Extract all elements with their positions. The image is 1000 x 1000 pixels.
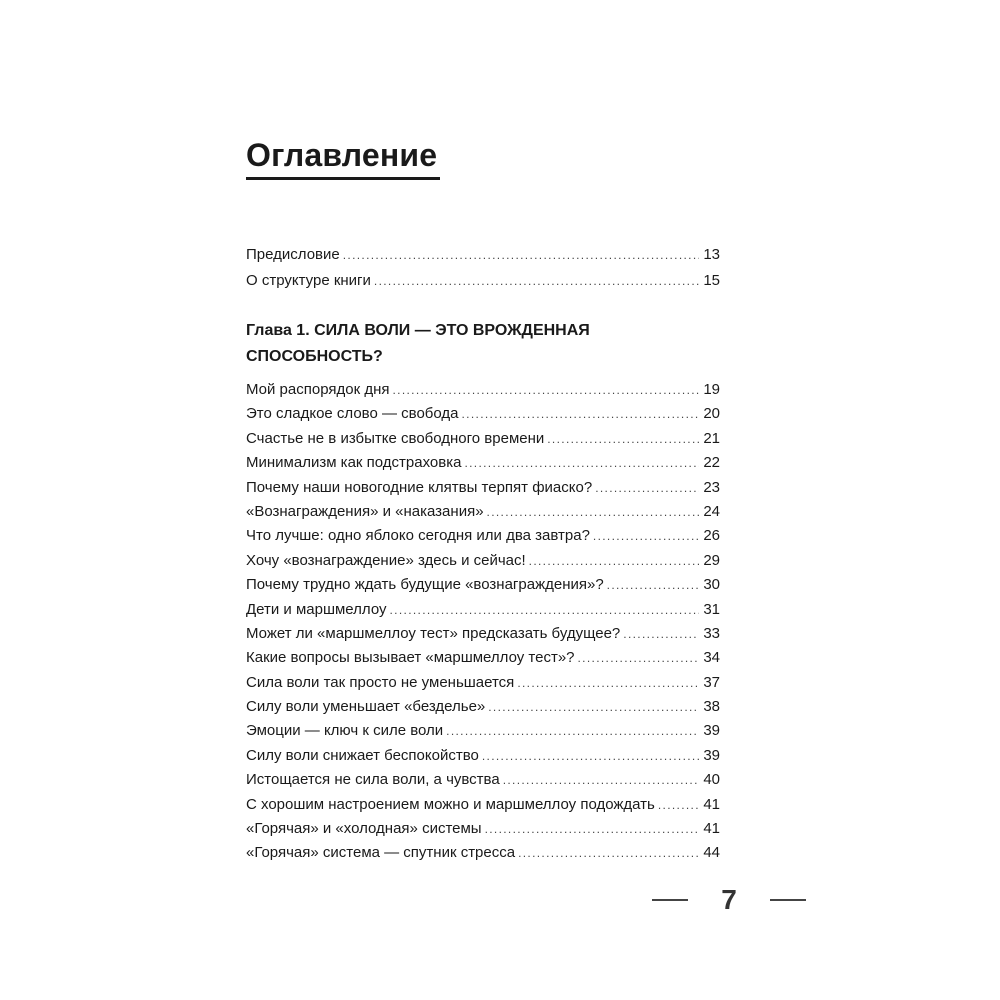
toc-entry[interactable]: [246, 573, 720, 597]
chapter-heading[interactable]: [246, 318, 720, 370]
toc-entry[interactable]: [246, 242, 720, 268]
dot-leader: [487, 500, 699, 524]
toc-entry[interactable]: [246, 378, 720, 402]
dot-leader: [547, 427, 699, 451]
toc-entry-page: 30: [703, 576, 720, 594]
dot-leader: [374, 268, 699, 294]
toc-entry-page: 15: [703, 272, 720, 289]
toc-entry-label: Может ли «маршмеллоу тест» предсказать будущее?: [246, 624, 621, 642]
toc-entry-label: Эмоции — ключ к силе воли: [246, 722, 444, 740]
toc-entry[interactable]: [246, 402, 720, 426]
toc-entry[interactable]: [246, 841, 720, 865]
toc-entry-page: 39: [703, 746, 720, 764]
toc-entry[interactable]: [246, 524, 720, 548]
toc-entry-label: «Горячая» система — спутник стресса: [246, 844, 516, 862]
toc-entry-page: 20: [703, 405, 720, 423]
dot-leader: [517, 671, 699, 695]
toc-entry[interactable]: [246, 695, 720, 719]
dot-leader: [482, 744, 699, 768]
page-number-footer: [652, 880, 806, 920]
toc-entry-page: 39: [703, 722, 720, 740]
dot-leader: [518, 841, 699, 865]
toc-entry-page: 19: [703, 381, 720, 398]
toc-entry-label: Силу воли снижает беспокойство: [246, 746, 479, 764]
dot-leader: [578, 646, 699, 670]
dot-leader: [503, 768, 699, 792]
dot-leader: [390, 598, 699, 622]
toc-entry-page: 24: [703, 502, 720, 520]
toc-entry[interactable]: [246, 268, 720, 294]
toc-entry[interactable]: [246, 622, 720, 646]
toc-entry-label: Силу воли уменьшает «безделье»: [246, 698, 486, 716]
toc-entry-label: Предисловие: [246, 246, 340, 263]
dot-leader: [623, 622, 699, 646]
toc-page: [246, 0, 737, 1000]
dot-leader: [593, 524, 699, 548]
page-title: Оглавление: [246, 137, 438, 173]
toc-entry-page: 31: [703, 600, 720, 618]
toc-entry-page: 22: [703, 454, 720, 472]
toc-entry-page: 23: [703, 478, 720, 496]
toc-entry-label: Это сладкое слово — свобода: [246, 405, 459, 423]
toc-entry-label: Сила воли так просто не уменьшается: [246, 673, 515, 691]
page-number: 7: [721, 884, 737, 915]
toc-entry-label: Что лучше: одно яблоко сегодня или два завтра?: [246, 527, 590, 545]
toc-entry-page: 37: [703, 673, 720, 691]
toc-entry-page: 38: [703, 698, 720, 716]
toc-entry-label: Мой распорядок дня: [246, 381, 390, 398]
toc-entry-label: «Горячая» и «холодная» системы: [246, 820, 482, 838]
folio-dash-left: [652, 899, 688, 901]
toc-entry[interactable]: [246, 671, 720, 695]
toc-entry[interactable]: [246, 500, 720, 524]
dot-leader: [658, 793, 699, 817]
toc-entry-label: Какие вопросы вызывает «маршмеллоу тест»?: [246, 649, 575, 667]
toc-entry-label: Почему наши новогодние клятвы терпят фиаско?: [246, 478, 593, 496]
dot-leader: [343, 242, 699, 268]
toc-entry-page: 26: [703, 527, 720, 545]
toc-entry-page: 33: [703, 624, 720, 642]
toc-entry-page: 44: [703, 844, 720, 862]
toc-entry[interactable]: [246, 598, 720, 622]
toc-entry[interactable]: [246, 451, 720, 475]
dot-leader: [607, 573, 699, 597]
toc-entry[interactable]: [246, 549, 720, 573]
toc-entry-label: Счастье не в избытке свободного времени: [246, 429, 545, 447]
toc-entry-label: О структуре книги: [246, 272, 371, 289]
toc-entry[interactable]: [246, 476, 720, 500]
toc-entry[interactable]: [246, 817, 720, 841]
chapter-heading-line-2: СПОСОБНОСТЬ?: [246, 348, 383, 365]
toc-entry-label: Истощается не сила воли, а чувства: [246, 771, 500, 789]
toc-entry-label: Хочу «вознаграждение» здесь и сейчас!: [246, 551, 526, 569]
toc-entry[interactable]: [246, 768, 720, 792]
folio-dash-right: [770, 899, 806, 901]
dot-leader: [595, 476, 699, 500]
chapter-heading-line-1: Глава 1. СИЛА ВОЛИ — ЭТО ВРОЖДЕННАЯ: [246, 322, 590, 339]
toc-entry-page: 13: [703, 246, 720, 263]
dot-leader: [392, 378, 699, 402]
title-underline: [246, 177, 440, 180]
toc-entry-page: 34: [703, 649, 720, 667]
toc-entry-label: С хорошим настроением можно и маршмеллоу подождать: [246, 795, 655, 813]
front-matter-list: [246, 242, 720, 294]
toc-entry[interactable]: [246, 646, 720, 670]
dot-leader: [462, 402, 699, 426]
toc-entry[interactable]: [246, 793, 720, 817]
toc-entry[interactable]: [246, 719, 720, 743]
toc-entry-page: 21: [703, 429, 720, 447]
toc-entry-page: 40: [703, 771, 720, 789]
toc-entry-page: 29: [703, 551, 720, 569]
chapter-1-list: [246, 378, 720, 866]
toc-entry-label: Дети и маршмеллоу: [246, 600, 387, 618]
dot-leader: [446, 719, 699, 743]
toc-entry[interactable]: [246, 427, 720, 451]
toc-entry-label: «Вознаграждения» и «наказания»: [246, 502, 484, 520]
toc-entry[interactable]: [246, 744, 720, 768]
dot-leader: [485, 817, 699, 841]
dot-leader: [464, 451, 699, 475]
dot-leader: [529, 549, 699, 573]
dot-leader: [488, 695, 699, 719]
toc-entry-page: 41: [703, 820, 720, 838]
toc-entry-label: Почему трудно ждать будущие «вознаграждения»?: [246, 576, 604, 594]
toc-entry-page: 41: [703, 795, 720, 813]
toc-entry-label: Минимализм как подстраховка: [246, 454, 462, 472]
